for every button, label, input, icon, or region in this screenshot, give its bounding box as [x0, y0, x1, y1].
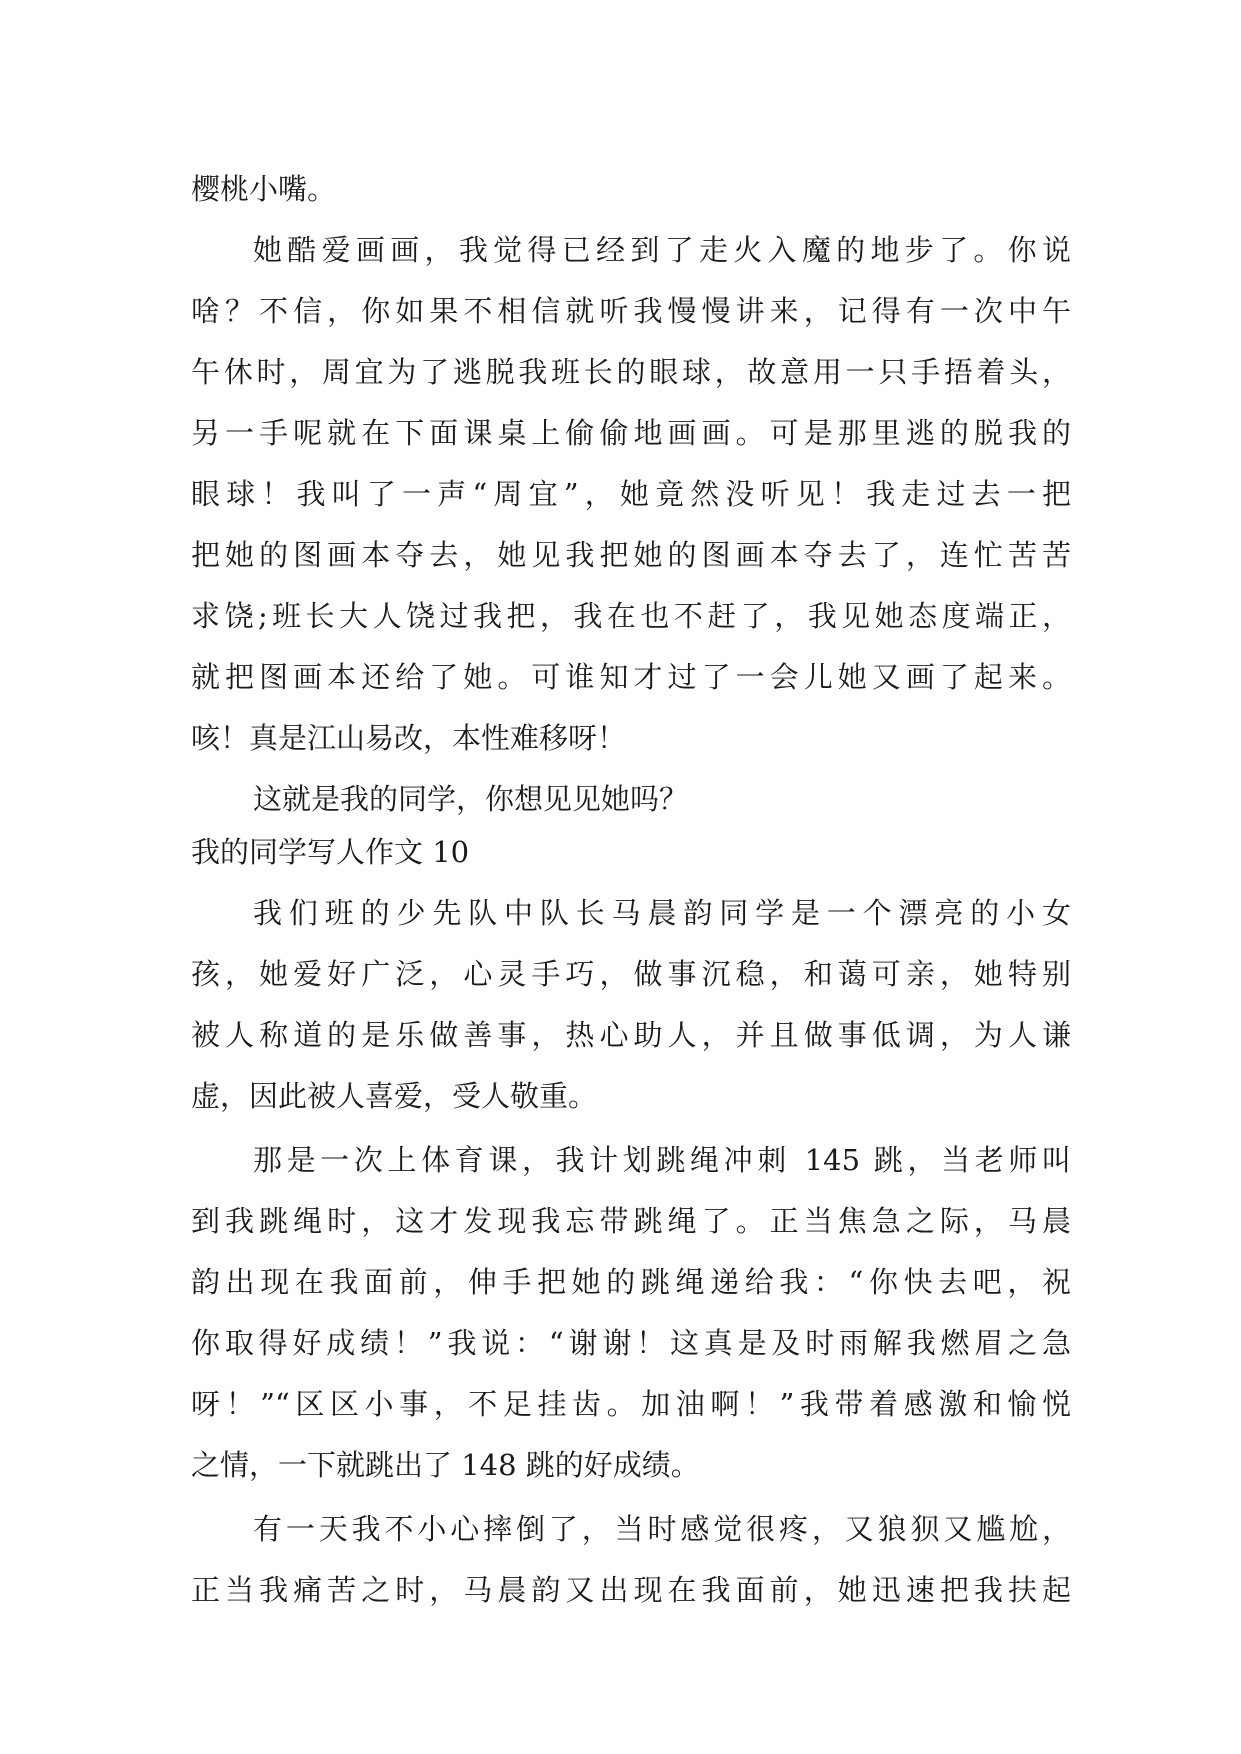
text-line: 之情，一下就跳出了 148 跳的好成绩。 [191, 1448, 700, 1482]
text-line: 我们班的少先队中队长马晨韵同学是一个漂亮的小女 [253, 896, 1071, 930]
text-line: 虚，因此被人喜爱，受人敬重。 [191, 1079, 598, 1113]
text-line: 孩，她爱好广泛，心灵手巧，做事沉稳，和蔼可亲，她特别 [191, 957, 1071, 991]
text-line: 午休时，周宜为了逃脱我班长的眼球，故意用一只手捂着头， [191, 355, 1071, 389]
text-line: 眼球！我叫了一声“周宜”，她竟然没听见！我走过去一把 [191, 477, 1071, 511]
text-line: 樱桃小嘴。 [191, 172, 337, 206]
text-line: 求饶;班长大人饶过我把，我在也不赶了，我见她态度端正， [191, 599, 1071, 633]
text-line: 韵出现在我面前，伸手把她的跳绳递给我：“你快去吧，祝 [191, 1265, 1071, 1299]
text-line: 被人称道的是乐做善事，热心助人，并且做事低调，为人谦 [191, 1018, 1071, 1052]
text-line: 到我跳绳时，这才发现我忘带跳绳了。正当焦急之际，马晨 [191, 1204, 1071, 1238]
section-heading: 我的同学写人作文 10 [191, 835, 470, 869]
text-line: 你取得好成绩！”我说：“谢谢！这真是及时雨解我燃眉之急 [191, 1326, 1071, 1360]
text-line: 把她的图画本夺去，她见我把她的图画本夺去了，连忙苦苦 [191, 538, 1071, 572]
text-line: 另一手呢就在下面课桌上偷偷地画画。可是那里逃的脱我的 [191, 416, 1071, 450]
text-line: 啥？不信，你如果不相信就听我慢慢讲来，记得有一次中午 [191, 294, 1071, 328]
text-line: 她酷爱画画，我觉得已经到了走火入魔的地步了。你说 [253, 233, 1071, 267]
text-line: 这就是我的同学，你想见见她吗？ [253, 782, 689, 816]
text-line: 就把图画本还给了她。可谁知才过了一会儿她又画了起来。 [191, 660, 1071, 694]
text-line: 正当我痛苦之时，马晨韵又出现在我面前，她迅速把我扶起 [191, 1573, 1071, 1607]
text-line: 呀！”“区区小事，不足挂齿。加油啊！”我带着感激和愉悦 [191, 1387, 1071, 1421]
text-line: 有一天我不小心摔倒了，当时感觉很疼，又狼狈又尴尬， [253, 1512, 1071, 1546]
text-line: 咳！真是江山易改，本性难移呀！ [191, 721, 627, 755]
text-line: 那是一次上体育课，我计划跳绳冲刺 145 跳，当老师叫 [253, 1143, 1071, 1177]
